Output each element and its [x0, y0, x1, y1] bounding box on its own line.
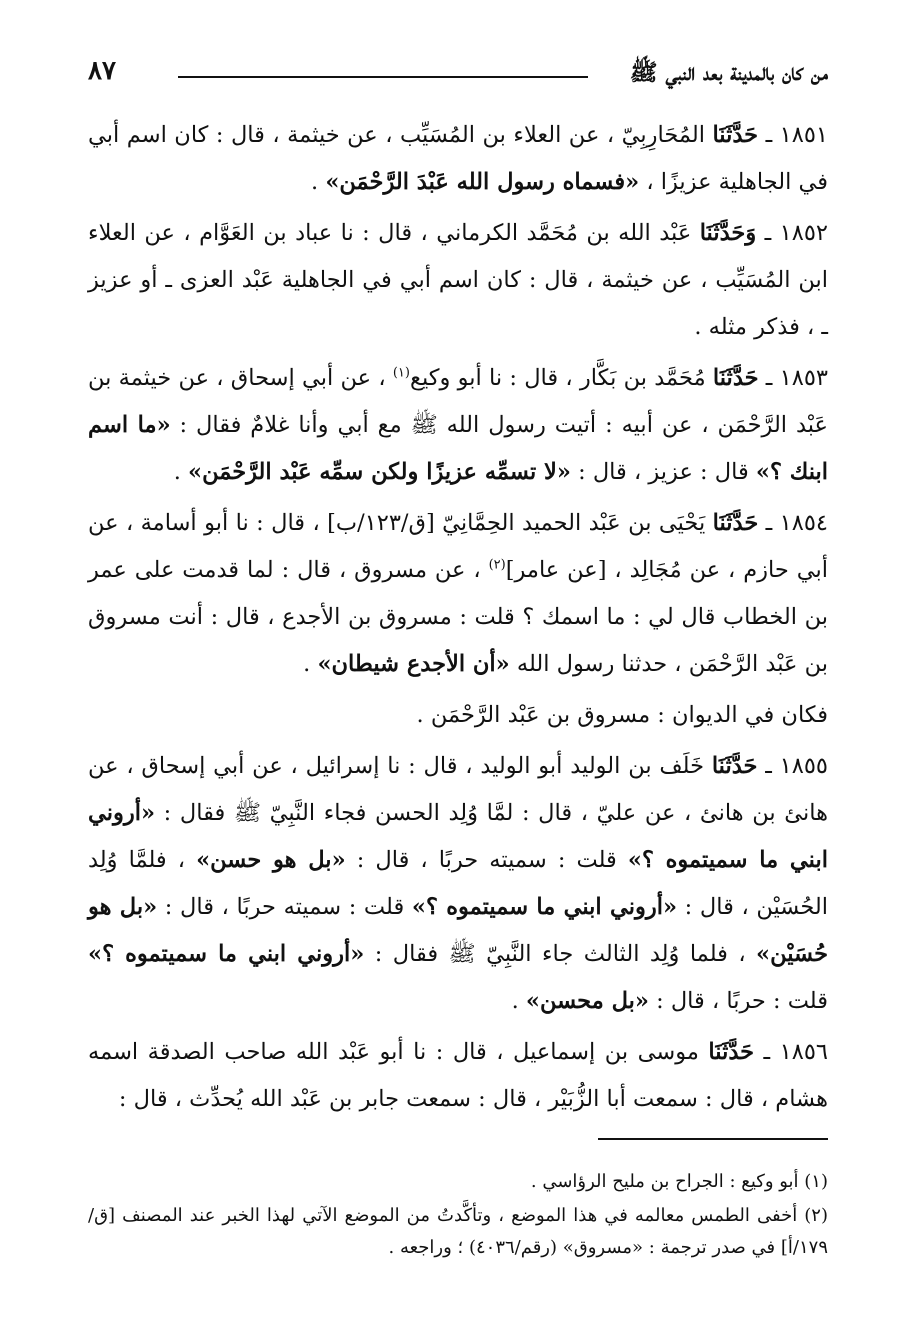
hadith-number: ١٨٥١ — [779, 122, 828, 148]
footnote-1 — [88, 1166, 828, 1198]
hadith-1855: ١٨٥٥ ـ حَدَّثَنَا خَلَف بن الوليد أبو الوليد ، قال : نا إسرائيل ، عن أبي إسحاق ، عن هانئ بن هانئ ، عن عليّ ، قال : لمَّا وُلِد الحسن فجاء النَّبِيّ ﷺ فقال : «أروني ابني ما سميتموه ؟» قلت : سميته حربًا ، قال : «بل هو حسن» ، فلمَّا وُلِد الحُسَيْن ، قال : «أروني ابني ما سميتموه ؟» قلت : سميته حربًا ، قال : «بل هو حُسَيْن» ، فلما وُلِد الثالث جاء النَّبِيّ ﷺ فقال : «أروني ابني ما سميتموه ؟» قلت : حربًا ، قال : «بل محسن» . — [88, 753, 828, 1014]
prophetic-quote: «أروني ابني ما سميتموه ؟» — [411, 894, 678, 920]
hadith-text: المُحَارِبِيّ ، عن العلاء بن المُسَيِّب ، عن خيثمة ، قال : كان اسم أبي في الجاهلية عزيزًا ، — [88, 122, 828, 195]
running-title: من كان بالمدينة بعد النبي ﷺ — [629, 59, 828, 86]
hadith-opener: حَدَّثَنَا — [712, 510, 759, 536]
hadith-opener: حَدَّثَنَا — [708, 1039, 755, 1065]
hadith-text: قلت : حربًا ، قال : — [648, 988, 828, 1014]
hadith-number: ١٨٥٢ — [779, 220, 829, 246]
footnote-text: أبو وكيع : الجراح بن مليح الرؤاسي . — [530, 1171, 805, 1192]
hadith-1851: ١٨٥١ ـ حَدَّثَنَا المُحَارِبِيّ ، عن العلاء بن المُسَيِّب ، عن خيثمة ، قال : كان اسم أبي في الجاهلية عزيزًا ، «فسماه رسول الله عَبْدَ الرَّحْمَن» . — [88, 122, 828, 195]
prophetic-quote: «بل هو حسن» — [196, 847, 346, 873]
footnote-text: أخفى الطمس معالمه في هذا الموضع ، وتأكَّدتُ من الموضع الآتي لهذا الخبر عند المصنف [ق/١٧٩/أ] في صدر ترجمة : «مسروق» (رقم/٤٠٣٦) ؛ وراجعه . — [88, 1205, 828, 1258]
hadith-1852: ١٨٥٢ ـ وَحَدَّثَنَا عَبْد الله بن مُحَمَّد الكرماني ، قال : نا عباد بن العَوَّام ، عن العلاء ابن المُسَيِّب ، عن خيثمة ، قال : كان اسم أبي في الجاهلية عَبْد العزى ـ أو عزيز ـ ، فذكر مثله . — [88, 220, 829, 340]
hadith-1856: ١٨٥٦ ـ حَدَّثَنَا موسى بن إسماعيل ، قال : نا أبو عَبْد الله صاحب الصدقة اسمه هشام ، قال : سمعت أبا الزُّبَيْر ، قال : سمعت جابر بن عَبْد الله يُحدِّث ، قال : — [88, 1039, 828, 1112]
prophetic-quote: «فسماه رسول الله عَبْدَ الرَّحْمَن» — [325, 169, 640, 195]
footnote-marker: (١) — [804, 1171, 828, 1192]
hadith-number: ١٨٥٣ — [779, 365, 829, 391]
page-header — [88, 52, 828, 96]
hadith-text: قلت : سميته حربًا ، قال : — [157, 894, 405, 920]
hadith-text: قلت : سميته حربًا ، قال : — [345, 847, 617, 873]
hadith-opener: حَدَّثَنَا — [711, 753, 758, 779]
footnote-marker: (٢) — [804, 1205, 828, 1226]
hadith-number: ١٨٥٦ — [779, 1039, 828, 1065]
footnote-2 — [88, 1200, 828, 1264]
hadith-text: ، فلمَّا وُلِد الحُسَيْن ، قال : — [88, 847, 828, 920]
hadith-text: مُحَمَّد بن بَكَّار ، قال : نا أبو وكيع — [409, 365, 706, 391]
prophetic-quote: «ما اسم ابنك ؟» — [88, 412, 828, 485]
hadith-text-end: . — [173, 459, 181, 485]
diwan-note — [88, 692, 828, 739]
page-number: ٨٧ — [88, 56, 116, 86]
main-text — [88, 112, 828, 1127]
prophetic-quote-2: «لا تسمِّه عزيزًا ولكن سمِّه عَبْد الرَّحْمَن» — [188, 459, 571, 485]
footnotes — [88, 1166, 828, 1266]
hadith-text: يَحْيَى بن عَبْد الحميد الحِمَّانِيّ [ق/١٢٣/ب] ، قال : نا أبو أسامة ، عن أبي حازم ، عن مُجَالِد ، [عن عامر] — [88, 510, 828, 583]
hadith-text-end: . — [511, 988, 519, 1014]
hadith-number: ١٨٥٤ — [779, 510, 829, 536]
hadith-text: عَبْد الله بن مُحَمَّد الكرماني ، قال : نا عباد بن العَوَّام ، عن العلاء ابن المُسَيِّب ، عن خيثمة ، قال : كان اسم أبي في الجاهلية عَبْد العزى ـ أو عزيز ـ ، فذكر مثله . — [88, 220, 828, 340]
hadith-1853: ١٨٥٣ ـ حَدَّثَنَا مُحَمَّد بن بَكَّار ، قال : نا أبو وكيع$^{(١)}$ ، عن أبي إسحاق ، عن خيثمة بن عَبْد الرَّحْمَن ، عن أبيه : أتيت رسول الله ﷺ مع أبي وأنا غلامٌ فقال : «ما اسم ابنك ؟» قال : عزيز ، قال : «لا تسمِّه عزيزًا ولكن سمِّه عَبْد الرَّحْمَن» . — [88, 365, 829, 485]
hadith-text: موسى بن إسماعيل ، قال : نا أبو عَبْد الله صاحب الصدقة اسمه هشام ، قال : سمعت أبا الزُّبَيْر ، قال : سمعت جابر بن عَبْد الله يُحدِّث ، قال : — [88, 1039, 828, 1112]
footnote-separator — [598, 1138, 828, 1140]
hadith-number: ١٨٥٥ — [779, 753, 828, 779]
header-rule — [178, 76, 588, 78]
hadith-text-mid2: قال : عزيز ، قال : — [570, 459, 749, 485]
hadith-opener: وَحَدَّثَنَا — [699, 220, 757, 246]
prophetic-quote: «أن الأجدع شيطان» — [317, 651, 510, 677]
hadith-opener: حَدَّثَنَا — [712, 122, 759, 148]
hadith-1854: ١٨٥٤ ـ حَدَّثَنَا يَحْيَى بن عَبْد الحميد الحِمَّانِيّ [ق/١٢٣/ب] ، قال : نا أبو أسامة ، عن أبي حازم ، عن مُجَالِد ، [عن عامر]$^{(٢)}$ ، عن مسروق ، قال : لما قدمت على عمر بن الخطاب قال لي : ما اسمك ؟ قلت : مسروق بن الأجدع ، قال : أنت مسروق بن عَبْد الرَّحْمَن ، حدثنا رسول الله «أن الأجدع شيطان» . — [88, 510, 829, 677]
prophetic-quote: «أروني ابني ما سميتموه ؟» — [88, 941, 365, 967]
hadith-text: ، فلما وُلِد الثالث جاء النَّبِيّ ﷺ فقال : — [364, 941, 746, 967]
diwan-line: فكان في الديوان : مسروق بن عَبْد الرَّحْمَن . — [416, 702, 828, 728]
hadith-text-mid: ، عن مسروق ، قال : لما قدمت على عمر بن الخطاب قال لي : ما اسمك ؟ قلت : مسروق بن الأجدع ، قال : أنت مسروق بن عَبْد الرَّحْمَن ، حدثنا رسول الله — [88, 557, 828, 677]
hadith-text-end: . — [311, 169, 319, 195]
footnote-reference: (٢) — [488, 557, 506, 573]
footnote-reference: (١) — [392, 365, 410, 381]
hadith-opener: حَدَّثَنَا — [712, 365, 759, 391]
hadith-text-mid: ، عن أبي إسحاق ، عن خيثمة بن عَبْد الرَّحْمَن ، عن أبيه : أتيت رسول الله ﷺ مع أبي وأنا غلامٌ فقال : — [88, 365, 828, 438]
prophetic-quote: «بل محسن» — [525, 988, 649, 1014]
hadith-text-end: . — [303, 651, 311, 677]
prophetic-quote: «بل هو حُسَيْن» — [88, 894, 828, 967]
hadith-text: خَلَف بن الوليد أبو الوليد ، قال : نا إسرائيل ، عن أبي إسحاق ، عن هانئ بن هانئ ، عن عليّ ، قال : لمَّا وُلِد الحسن فجاء النَّبِيّ ﷺ فقال : — [88, 753, 828, 826]
prophetic-quote: «أروني ابني ما سميتموه ؟» — [88, 800, 828, 873]
